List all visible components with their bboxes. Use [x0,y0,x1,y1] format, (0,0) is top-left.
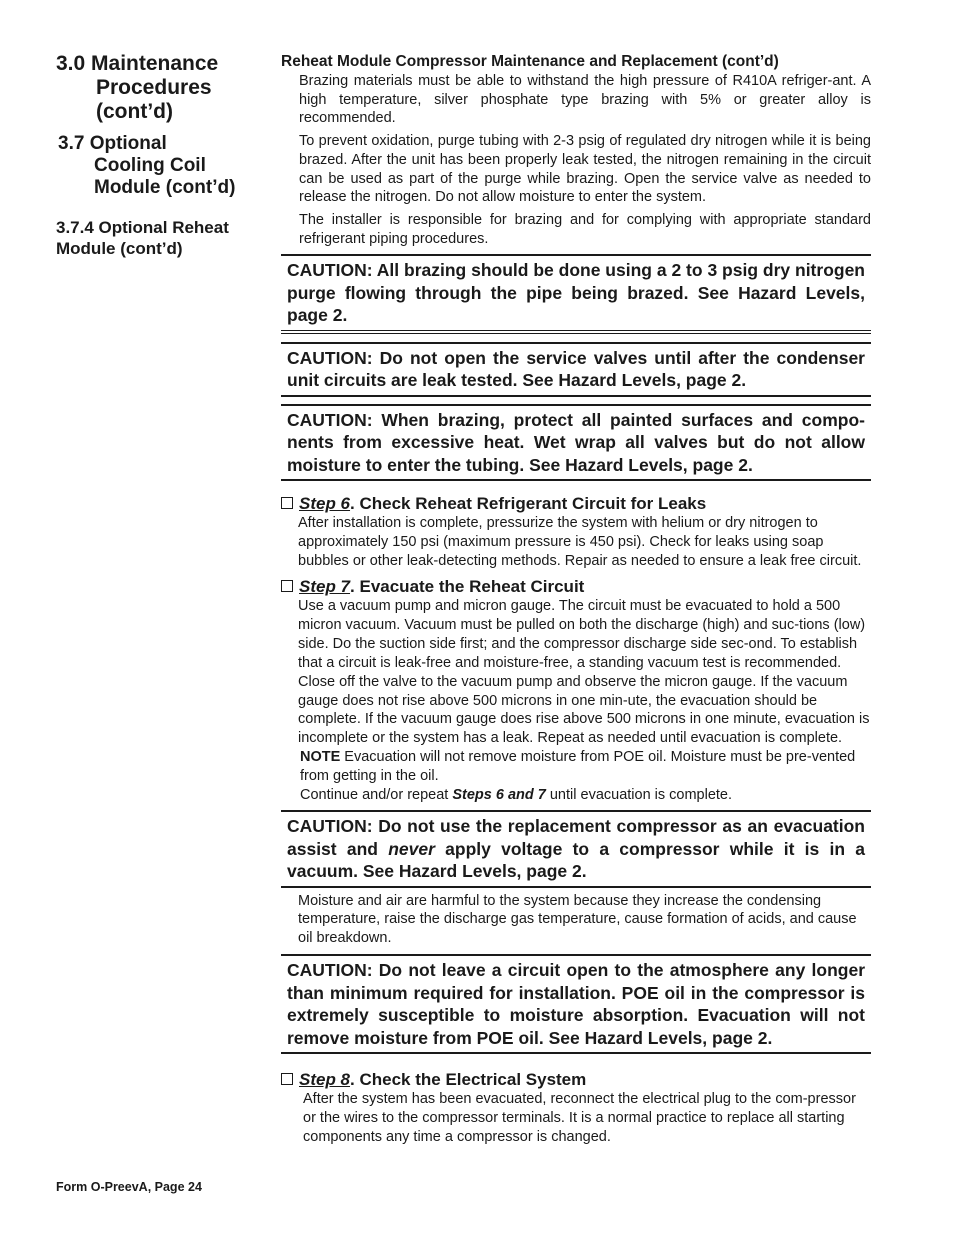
continue-paragraph [281,786,871,805]
subsubsection-heading-line1: 3.7.4 Optional Reheat [56,218,229,237]
moisture-paragraph: Moisture and air are harmful to the system because they increase the condensing temperature, raise the discharge gas temperature, cause formation of acids, and cause oil breakdown. [298,892,857,947]
step8-label: Step 8 [299,1070,351,1090]
note-text: Evacuation will not remove moisture from POE oil. Moisture must be pre-vented from getting in the oil. [300,749,856,785]
note-label: NOTE [300,749,341,766]
continue-post: until evacuation is complete. [545,787,733,804]
section-heading-line2: Procedures [96,76,212,99]
step6-title: . Check Reheat Refrigerant Circuit for Leaks [350,494,707,514]
subsubsection-heading-line2: Module (cont’d) [56,239,183,258]
step6-label: Step 6 [299,494,351,514]
caution-replacement-compressor [281,810,871,888]
subsection-heading-line3: Module (cont’d) [94,177,236,198]
installer-paragraph: The installer is responsible for brazing and for complying with appropriate standard refrigerant piping procedures. [299,211,871,247]
subsection-heading-line2: Cooling Coil [94,155,206,176]
step6-body: After installation is complete, pressurize the system with helium or dry nitrogen to approximately 150 psi (maximum pressure is 450 psi). Check for leaks using soap bubbles or other leak-detecting methods. Repair as needed to ensure a leak free circuit. [298,515,862,570]
step6-heading [281,494,871,514]
continue-pre: Continue and/or repeat [300,787,453,804]
step7-label: Step 7 [299,577,351,597]
main-content-column [281,52,871,1147]
caution-brazing-purge: CAUTION: All brazing should be done using a 2 to 3 psig dry nitrogen purge flowing through the pipe being brazed. See Hazard Levels, page 2. [281,254,871,334]
continue-steps-ref: Steps 6 and 7 [452,787,546,804]
section-heading-line3: (cont’d) [96,100,173,123]
section-heading [56,52,266,124]
checkbox-icon[interactable] [281,580,293,592]
step7-body: Use a vacuum pump and micron gauge. The circuit must be evacuated to hold a 500 micron vacuum. Vacuum must be pulled on both the discharge (high) and suc-tions (low) side. Do the suction side first; and the compressor discharge side sec-ond. To establish that a circuit is leak-free and moisture-free, a standing vacuum test is recommended. Close off the valve to the vacuum pump and observe the micron gauge. If the vacuum gauge does not rise above 500 microns in one min-ute, the evacuation should be complete. If the vacuum gauge does rise above 500 microns in one minute, evacuation is incomplete or the system has a leak. Repeat as needed until evacuation is complete. [298,598,870,747]
subsubsection-heading [56,217,266,259]
step7-title: . Evacuate the Reheat Circuit [350,577,585,597]
content-title: Reheat Module Compressor Maintenance and Replacement (cont’d) [281,53,779,70]
oxidation-paragraph: To prevent oxidation, purge tubing with 2-3 psig of regulated dry nitrogen while it is being brazed. After the unit has been properly leak tested, the nitrogen remaining in the circuit can be used as part of the purge while brazing. Open the service valve as needed to release the nitrogen. Do not allow moisture to enter the system. [299,133,871,206]
left-heading-column [56,52,266,259]
subsection-heading-line1: 3.7 Optional [58,133,167,154]
section-heading-line1: 3.0 Maintenance [56,52,219,75]
page-footer: Form O-PreevA, Page 24 [56,1180,202,1194]
caution4-post: apply voltage to a compressor while it is in a vacuum. See Hazard Levels, page 2. [287,838,865,882]
caution-painted-surfaces: CAUTION: When brazing, protect all painted surfaces and compo-nents from excessive heat. Wet wrap all valves but do not allow moisture to enter the tubing. See Hazard Levels, page 2. [281,404,871,482]
checkbox-icon[interactable] [281,1073,293,1085]
caution4-pre: CAUTION: Do not use the replacement compressor as an evacuation assist and [287,816,865,859]
caution4-emphasis: never [388,838,435,859]
step8-heading [281,1070,871,1090]
caution-open-circuit: CAUTION: Do not leave a circuit open to the atmosphere any longer than minimum required for installation. POE oil in the compressor is extremely susceptible to moisture absorption. Evacuation will not remove moisture from POE oil. See Hazard Levels, page 2. [281,954,871,1054]
subsection-heading [56,133,266,199]
checkbox-icon[interactable] [281,497,293,509]
step7-heading [281,577,871,597]
step8-title: . Check the Electrical System [350,1070,587,1090]
note-paragraph [281,748,871,786]
brazing-materials-paragraph: Brazing materials must be able to withstand the high pressure of R410A refriger-ant. A high temperature, silver phosphate type brazing with 5% or greater alloy is recommended. [299,73,871,127]
step8-body: After the system has been evacuated, reconnect the electrical plug to the com-pressor or the wires to the compressor terminals. It is a normal practice to replace all starting components any time a compressor is changed. [303,1091,856,1146]
caution-service-valves: CAUTION: Do not open the service valves until after the condenser unit circuits are leak tested. See Hazard Levels, page 2. [281,342,871,397]
